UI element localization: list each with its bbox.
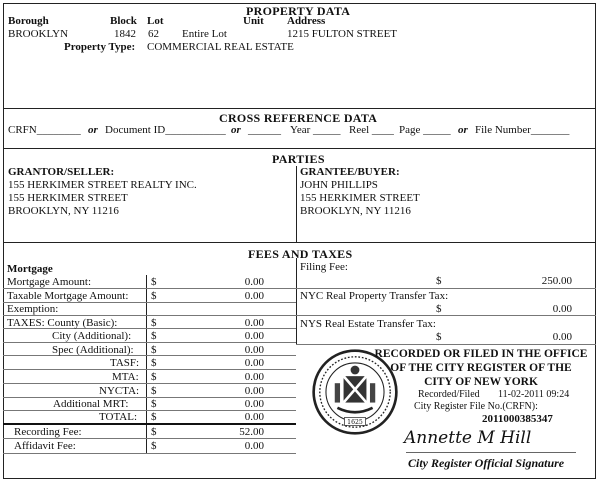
document-id-field: Document ID___________ (105, 124, 226, 136)
fee-value: 0.00 (244, 371, 264, 383)
or-label: or (231, 124, 241, 136)
recorded-filed-label: Recorded/Filed (418, 389, 480, 400)
property-type-value: COMMERCIAL REAL ESTATE (147, 41, 294, 53)
row-divider (3, 438, 296, 439)
page-field: Page _____ (399, 124, 451, 136)
fee-label: Spec (Additional): (52, 344, 134, 356)
row-divider (3, 342, 296, 343)
signature-line (406, 452, 576, 453)
grantor-label: GRANTOR/SELLER: (8, 166, 115, 178)
signature-caption: City Register Official Signature (408, 456, 565, 470)
fee-value: 52.00 (239, 426, 264, 438)
or-label: or (458, 124, 468, 136)
parties-title: PARTIES (272, 152, 325, 166)
property-data-title: PROPERTY DATA (246, 4, 351, 18)
filing-fee-label: Filing Fee: (300, 261, 348, 273)
or-label: or (88, 124, 98, 136)
fee-value: 0.00 (244, 317, 264, 329)
fee-currency: $ (151, 344, 157, 356)
fee-currency: $ (151, 357, 157, 369)
file-no-label: City Register File No.(CRFN): (414, 401, 538, 412)
row-divider (3, 315, 296, 316)
borough-header: Borough (8, 15, 49, 27)
grantor-line: BROOKLYN, NY 11216 (8, 205, 119, 217)
cross-reference-title: CROSS REFERENCE DATA (219, 111, 378, 125)
file-no-value: 2011000385347 (482, 413, 553, 425)
fee-label: Additional MRT: (53, 398, 129, 410)
fee-label: TOTAL: (99, 411, 138, 423)
parties-divider (296, 166, 297, 242)
row-divider (296, 315, 596, 316)
grantor-line: 155 HERKIMER STREET (8, 192, 128, 204)
fee-currency: $ (151, 330, 157, 342)
fee-currency: $ (151, 276, 157, 288)
address-header: Address (287, 15, 326, 27)
fee-currency: $ (151, 385, 157, 397)
recorded-heading: OF THE CITY REGISTER OF THE (390, 362, 572, 374)
property-type-label: Property Type: (64, 41, 136, 53)
lot-type-value: Entire Lot (182, 28, 227, 40)
row-divider (296, 344, 596, 345)
total-divider (3, 423, 296, 425)
fee-currency: $ (151, 290, 157, 302)
fees-divider (296, 258, 297, 344)
fee-value: 0.00 (244, 290, 264, 302)
fee-label: TASF: (110, 357, 140, 369)
fee-label: Recording Fee: (14, 426, 82, 438)
recorded-heading: RECORDED OR FILED IN THE OFFICE (374, 348, 588, 360)
fee-currency: $ (151, 398, 157, 410)
divider (3, 108, 596, 109)
lot-header: Lot (147, 15, 164, 27)
filing-fee-currency: $ (436, 275, 442, 287)
reel-field: Reel ____ (349, 124, 394, 136)
fee-value: 0.00 (244, 385, 264, 397)
fee-value: 0.00 (244, 276, 264, 288)
address-value: 1215 FULTON STREET (287, 28, 398, 40)
row-divider (3, 369, 296, 370)
fee-label: TAXES: County (Basic): (7, 317, 118, 329)
filing-fee-value: 250.00 (541, 275, 572, 287)
grantee-line: 155 HERKIMER STREET (300, 192, 420, 204)
fee-currency: $ (151, 411, 157, 423)
fee-value: 0.00 (244, 440, 264, 452)
year-field: Year _____ (290, 124, 341, 136)
file-number-field: File Number_______ (475, 124, 570, 136)
nys-transfer-currency: $ (436, 331, 442, 343)
divider (3, 242, 596, 243)
fee-label: City (Additional): (52, 330, 132, 342)
fee-currency: $ (151, 440, 157, 452)
fee-label: NYCTA: (99, 385, 140, 397)
nyc-transfer-value: 0.00 (552, 303, 572, 315)
fee-value: 0.00 (244, 357, 264, 369)
crfn-field: CRFN________ (8, 124, 81, 136)
nyc-transfer-label: NYC Real Property Transfer Tax: (300, 290, 449, 302)
fee-currency: $ (151, 317, 157, 329)
nys-transfer-label: NYS Real Estate Transfer Tax: (300, 318, 436, 330)
borough-value: BROOKLYN (8, 28, 69, 40)
nyc-transfer-currency: $ (436, 303, 442, 315)
unit-header: Unit (243, 15, 264, 27)
lot-value: 62 (148, 28, 159, 40)
fee-label: Taxable Mortgage Amount: (7, 290, 129, 302)
divider (3, 148, 596, 149)
grantee-line: BROOKLYN, NY 11216 (300, 205, 411, 217)
row-divider (296, 288, 596, 289)
fee-label: Exemption: (7, 303, 59, 315)
blank-field: ______ (248, 124, 281, 136)
fee-value: 0.00 (244, 411, 264, 423)
grantee-line: JOHN PHILLIPS (300, 179, 378, 191)
fee-label: Mortgage Amount: (7, 276, 92, 288)
fee-value: 0.00 (244, 398, 264, 410)
row-divider (3, 383, 296, 384)
row-divider (3, 288, 296, 289)
block-value: 1842 (114, 28, 136, 40)
block-header: Block (110, 15, 137, 27)
official-signature: Annette M Hill (404, 428, 532, 448)
fee-value: 0.00 (244, 344, 264, 356)
fee-currency: $ (151, 426, 157, 438)
recorded-filed-value: 11-02-2011 09:24 (498, 389, 570, 400)
grantee-label: GRANTEE/BUYER: (300, 166, 400, 178)
fee-label: MTA: (112, 371, 139, 383)
seal-year: 1625 (347, 419, 363, 427)
mortgage-heading: Mortgage (7, 263, 53, 275)
grantor-line: 155 HERKIMER STREET REALTY INC. (8, 179, 197, 191)
row-divider (3, 453, 296, 454)
recorded-heading: CITY OF NEW YORK (424, 376, 538, 388)
fee-value: 0.00 (244, 330, 264, 342)
fees-title: FEES AND TAXES (248, 247, 353, 261)
fee-label: Affidavit Fee: (14, 440, 76, 452)
nys-transfer-value: 0.00 (552, 331, 572, 343)
fee-currency: $ (151, 371, 157, 383)
